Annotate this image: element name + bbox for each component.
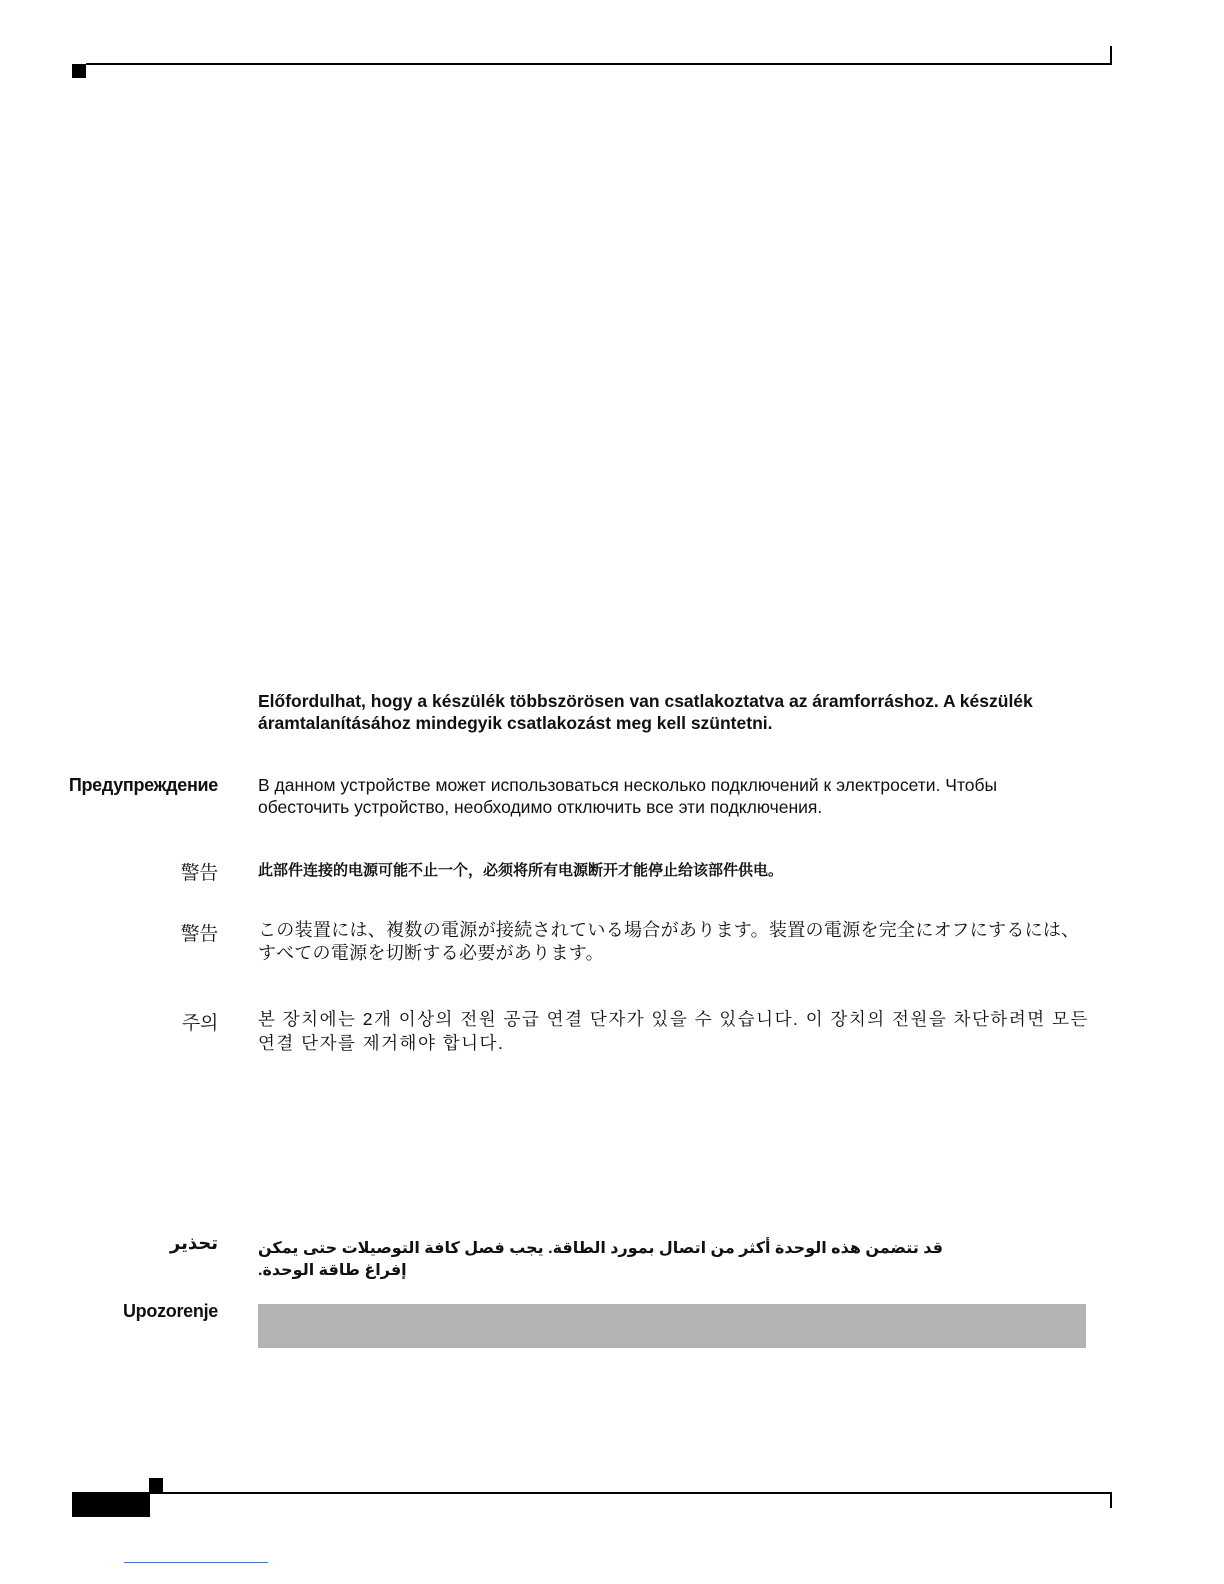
- footer-link-underline[interactable]: [124, 1562, 268, 1563]
- warning-text-russian: В данном устройстве может использоваться несколько подключений к электросети. Чтобы обесточить устройство, необходимо отключить все эти подключения.: [258, 775, 998, 817]
- header-rule-tick: [1110, 46, 1112, 64]
- warning-label-korean: 주의: [181, 1013, 218, 1034]
- footer-rule: [150, 1492, 1112, 1494]
- footer-rule-tick: [1110, 1494, 1112, 1508]
- warning-text-japanese: この装置には、複数の電源が接続されている場合があります。装置の電源を完全にオフにするには、すべての電源を切断する必要があります。: [258, 920, 1080, 963]
- warning-label-japanese: 警告: [180, 924, 218, 945]
- warning-text-hungarian: Előfordulhat, hogy a készülék többszörösen van csatlakoztatva az áramforráshoz. A készülék áramtalanításához mindegyik csatlakozást meg kell szüntetni.: [258, 691, 1033, 733]
- redacted-text-block: [258, 1304, 1086, 1348]
- warning-label-arabic: تحذير: [169, 1233, 218, 1253]
- warning-label-russian: Предупреждение: [68, 775, 218, 795]
- warning-label-croatian: Upozorenje: [122, 1301, 218, 1321]
- warning-text-chinese: 此部件连接的电源可能不止一个，必须将所有电源断开才能停止给该部件供电。: [258, 862, 784, 879]
- warning-text-arabic: قد تتضمن هذه الوحدة أكثر من اتصال بمورد الطاقة. يجب فصل كافة التوصيلات حتى يمكن إفراغ طاقة الوحدة.: [258, 1240, 943, 1279]
- footer-corner-marker: [149, 1478, 163, 1492]
- header-rule: [86, 63, 1112, 65]
- warning-text-korean: 본 장치에는 2개 이상의 전원 공급 연결 단자가 있을 수 있습니다. 이 장치의 전원을 차단하려면 모든 연결 단자를 제거해야 합니다.: [258, 1009, 1089, 1053]
- header-corner-marker: [72, 64, 86, 78]
- footer-page-tab: [72, 1492, 150, 1517]
- warning-label-chinese: 警告: [180, 863, 218, 884]
